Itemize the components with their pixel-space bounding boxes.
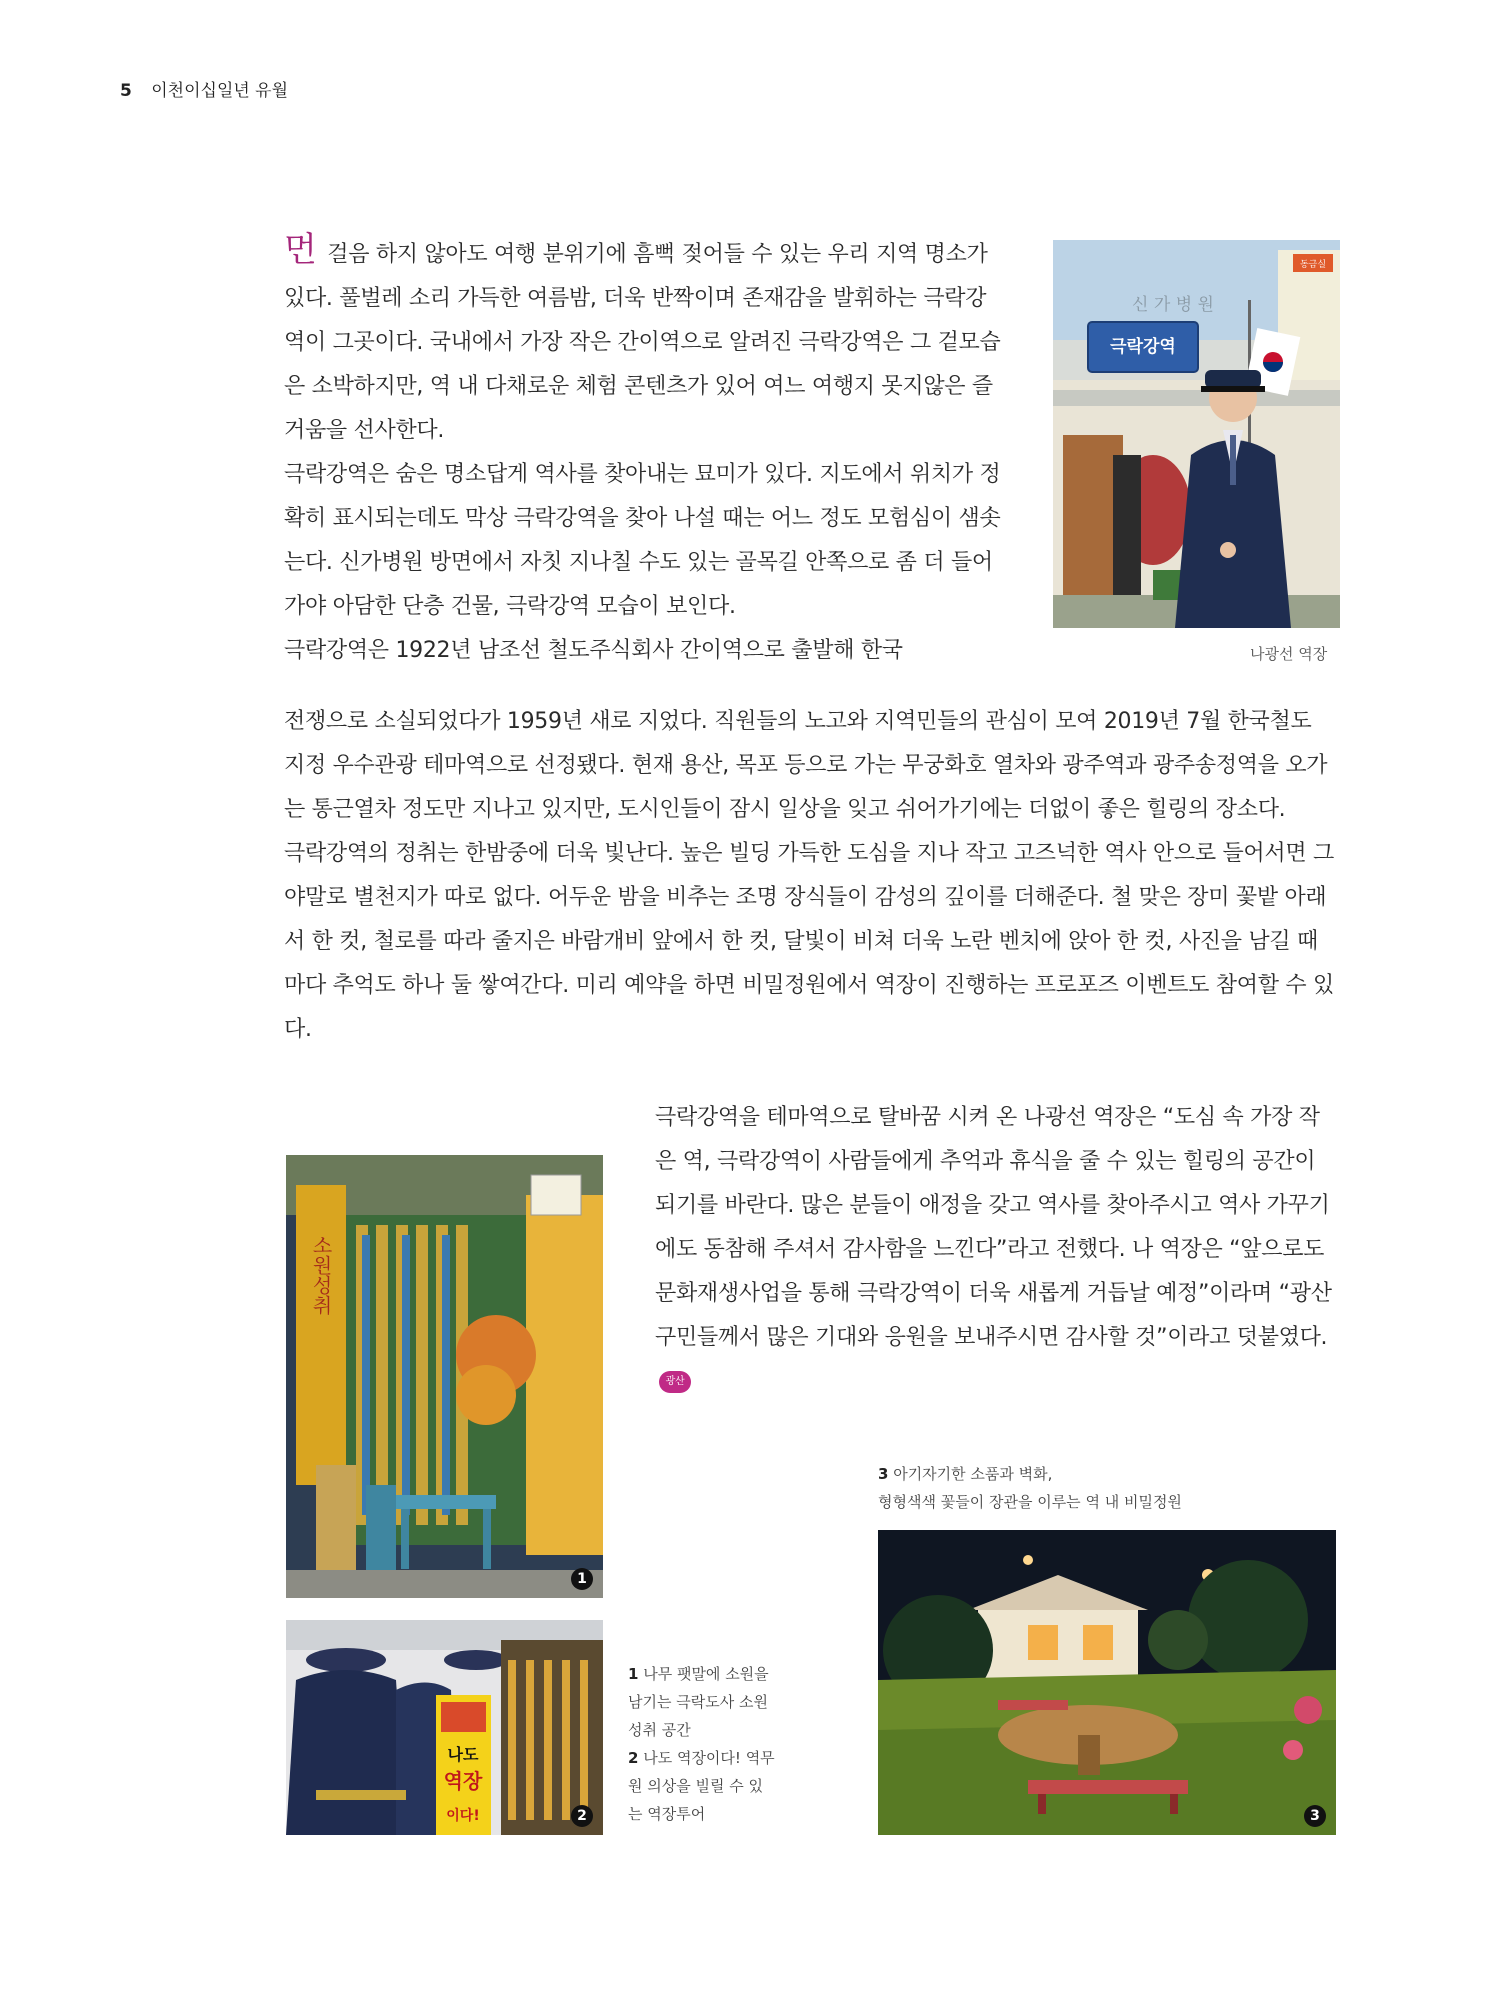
issue-title: 이천이십일년 유월 [151,81,289,101]
drop-cap: 먼 [284,230,317,270]
caption-3-line-1: 아기자기한 소품과 벽화, [888,1465,1053,1483]
wishing-room-photo [286,1155,603,1598]
uniform-sign-line3: 이다! [446,1808,480,1824]
station-master-illustration [1053,240,1340,628]
photo-number-1: 1 [571,1568,593,1590]
caption-2-line-3: 는 역장투어 [628,1805,706,1823]
caption-photo-3 [878,1460,1328,1516]
caption-3-line-2: 형형색색 꽃들이 장관을 이루는 역 내 비밀정원 [878,1493,1182,1511]
paragraph-5-text: 극락강역을 테마역으로 탈바꿈 시켜 온 나광선 역장은 “도심 속 가장 작은 역, 극락강역이 사람들에게 추억과 휴식을 줄 수 있는 힐링의 공간이 되기를 바란다. 많은 분들이 애정을 갖고 역사를 찾아주시고 역사 가꾸기에도 동참해 주셔서 감사함을 느낀다”라고 전했다. 나 역장은 “앞으로도 문화재생사업을 통해 극락강역이 더욱 새롭게 거듭날 예정”이라며 “광산구민들께서 많은 기대와 응원을 보내주시면 감사할 것”이라고 덧붙였다. [655,1105,1332,1350]
uniform-rental-photo [286,1620,603,1835]
secret-garden-illustration [878,1530,1336,1835]
shop-sign: 동금실 [1299,260,1327,270]
station-sign: 극락강역 [1110,337,1176,357]
uniform-sign-line1: 나도 [447,1745,479,1764]
body-text [284,700,1338,1052]
caption-1-line-2: 남기는 극락도사 소원 [628,1693,768,1711]
paragraph-4: 극락강역의 정취는 한밤중에 더욱 빛난다. 높은 빌딩 가득한 도심을 지나 작고 고즈넉한 역사 안으로 들어서면 그야말로 별천지가 따로 없다. 어두운 밤을 비추는 조명 장식들이 감성의 깊이를 더해준다. 철 맞은 장미 꽃밭 아래서 한 컷, 철로를 따라 줄지은 바람개비 앞에서 한 컷, 달빛이 비쳐 더욱 노란 벤치에 앉아 한 컷, 사진을 남길 때마다 추억도 하나 둘 쌓여간다. 미리 예약을 하면 비밀정원에서 역장이 진행하는 프로포즈 이벤트도 참여할 수 있다. [284,841,1334,1042]
station-photo [1053,240,1340,628]
paragraph-5 [655,1096,1338,1404]
paragraph-1-text: 걸음 하지 않아도 여행 분위기에 흠뻑 젖어들 수 있는 우리 지역 명소가 있다. 풀벌레 소리 가득한 여름밤, 더욱 반짝이며 존재감을 발휘하는 극락강역이 그곳이다. 국내에서 가장 작은 간이역으로 알려진 극락강역은 그 겉모습은 소박하지만, 역 내 다채로운 체험 콘텐츠가 있어 여느 여행지 못지않은 즐거움을 선사한다. [284,242,1001,443]
secret-garden-photo [878,1530,1336,1835]
caption-2-line-2: 원 의상을 빌릴 수 있 [628,1777,763,1795]
paragraph-2: 극락강역은 숨은 명소답게 역사를 찾아내는 묘미가 있다. 지도에서 위치가 정확히 표시되는데도 막상 극락강역을 찾아 나설 때는 어느 정도 모험심이 샘솟는다. 신가병원 방면에서 자칫 지나칠 수도 있는 골목길 안쪽으로 좀 더 들어가야 아담한 단층 건물, 극락강역 모습이 보인다. [284,462,1001,619]
caption-1-line-1: 나무 팻말에 소원을 [638,1665,769,1683]
caption-number-1: 1 [628,1665,639,1683]
uniform-rental-illustration [286,1620,603,1835]
caption-2-line-1: 나도 역장이다! 역무 [638,1749,775,1767]
intro-text [284,228,1006,673]
caption-1-line-3: 성취 공간 [628,1721,691,1739]
paragraph-1 [284,228,1006,453]
closing-text [655,1096,1338,1404]
page-number: 5 [120,81,132,101]
caption-photos-1-2 [628,1660,788,1828]
station-photo-caption: 나광선 역장 [1250,645,1328,663]
caption-number-2: 2 [628,1749,639,1767]
hospital-sign: 신 가 병 원 [1132,295,1214,315]
uniform-sign-line2: 역장 [443,1769,483,1793]
wishing-sign: 소원성취 [309,1235,333,1315]
paragraph-3-rest: 전쟁으로 소실되었다가 1959년 새로 지었다. 직원들의 노고와 지역민들의 관심이 모여 2019년 7월 한국철도 지정 우수관광 테마역으로 선정됐다. 현재 용산, 목포 등으로 가는 무궁화호 열차와 광주역과 광주송정역을 오가는 통근열차 정도만 지나고 있지만, 도시인들이 잠시 일상을 잊고 쉬어가기에는 더없이 좋은 힐링의 장소다. [284,709,1328,822]
running-header [120,76,288,101]
paragraph-3-start: 극락강역은 1922년 남조선 철도주식회사 간이역으로 출발해 한국 [284,638,903,663]
wishing-room-illustration [286,1155,603,1598]
end-mark-icon: 광산 [659,1371,691,1393]
photo-number-3: 3 [1304,1805,1326,1827]
caption-number-3: 3 [878,1465,889,1483]
photo-number-2: 2 [571,1805,593,1827]
